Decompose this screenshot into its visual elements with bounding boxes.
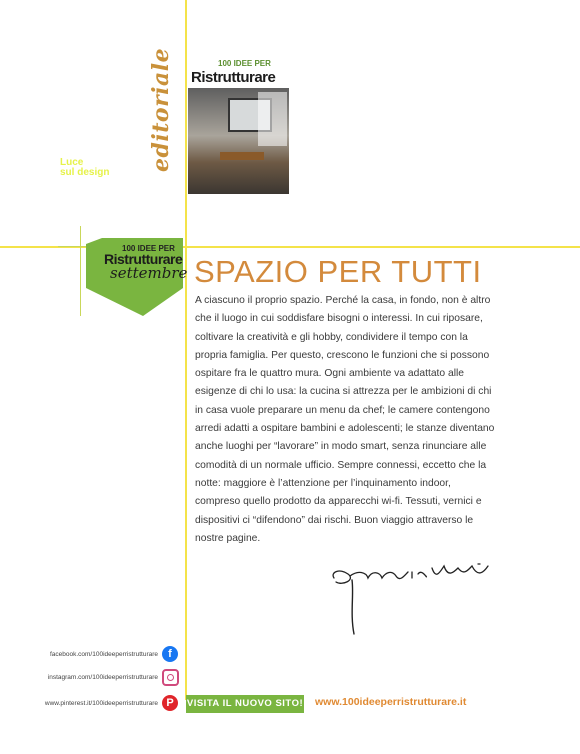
section-label: editoriale: [148, 47, 174, 172]
facebook-icon[interactable]: f: [162, 646, 178, 662]
website-url[interactable]: www.100ideeperristrutturare.it: [315, 696, 467, 708]
editor-signature: [328, 558, 496, 638]
cover-title: Ristrutturare: [191, 69, 276, 86]
instagram-icon[interactable]: [162, 669, 179, 686]
article-body: A ciascuno il proprio spazio. Perché la casa, in fondo, non è altro che il luogo in cui soddisfare bisogni o interessi. In cui riposare, coltivare la creatività e gli hobby, condividere il tempo con la propria famiglia. Per questo, crescono le funzioni che si possono ospitare fra le quattro mura. Ogni ambiente va adattato alle esigenze di chi lo usa: la cucina si attrezza per le ambizioni di chi in casa vuole preparare un menu da chef; le camere contengono arredi adatti a ospitare bambini e adolescenti; le stanze diventano anche luoghi per “lavorare” in modo smart, senza rinunciare alle comodità di un normale ufficio. Sempre connessi, eccetto che la notte: maggiore è l’attenzione per l’inquinamento indoor, compreso quello prodotto da apparecchi wi-fi. Tessuti, vernici e dispositivi ci “difendono” dai rischi. Buon viaggio attraverso le nostre pagine.: [195, 295, 495, 544]
facebook-link[interactable]: facebook.com/100ideeperristrutturare: [49, 651, 158, 658]
instagram-link[interactable]: instagram.com/100ideeperristrutturare: [47, 674, 158, 681]
cover-table-shape: [220, 152, 264, 160]
cover-badge-line1: Luce: [60, 157, 84, 168]
magazine-cover: [188, 54, 289, 194]
pinterest-link[interactable]: www.pinterest.it/100ideeperristrutturare: [44, 700, 158, 707]
crop-mark-vertical: [80, 226, 81, 316]
cover-sidebar-box: [258, 92, 287, 146]
pinterest-icon[interactable]: P: [162, 695, 178, 711]
vertical-guide-line: [185, 0, 187, 700]
cover-top-text: 100 IDEE PER: [218, 59, 271, 68]
visit-site-button[interactable]: VISITA IL NUOVO SITO!: [186, 695, 304, 713]
badge-title: Ristrutturare: [104, 251, 183, 267]
cover-badge-line2: sul design: [60, 167, 110, 178]
cover-badge: [60, 158, 109, 178]
article-headline: SPAZIO PER TUTTI: [194, 254, 482, 289]
badge-top-text: 100 IDEE PER: [122, 244, 175, 253]
badge-month: settembre: [110, 264, 188, 282]
